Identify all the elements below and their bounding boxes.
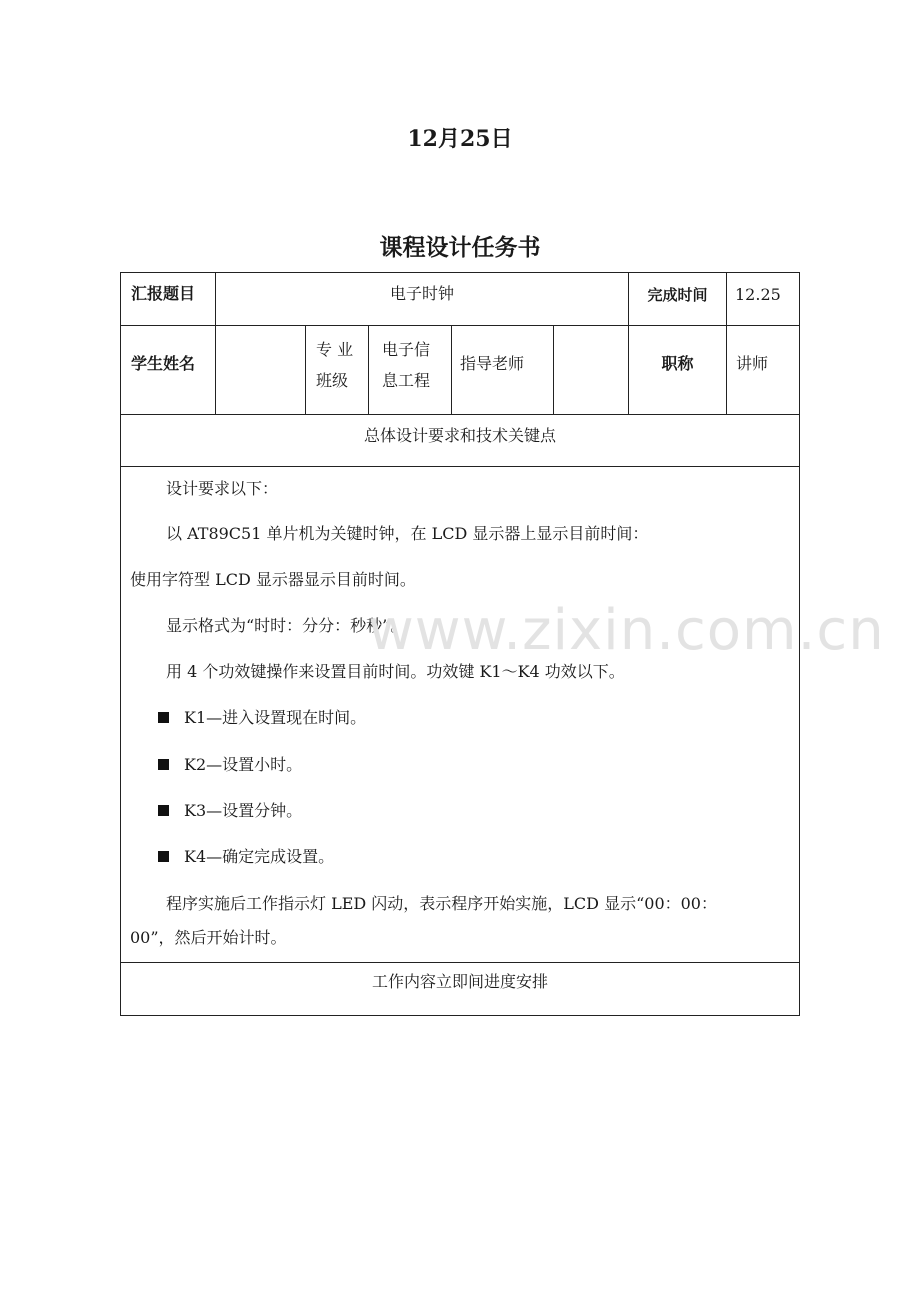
finish-time-value: 12.25 [735,285,781,304]
section-heading-schedule: 工作内容立即间进度安排 [371,972,548,991]
row-divider [120,962,800,963]
bullet-item: K2—设置小时。 [184,755,303,774]
section-heading-design: 总体设计要求和技术关键点 [363,426,556,445]
row-divider [120,325,800,326]
finish-time-label: 完成时间 [647,286,708,304]
bullet-item: K4—确定完成设置。 [184,847,335,866]
bullet-square-icon [158,851,169,862]
report-title-label: 汇报题目 [131,284,196,303]
requirements-intro: 设计要求以下： [166,479,279,498]
rank-label: 职称 [661,354,694,373]
rank-value: 讲师 [736,354,769,373]
column-divider [553,325,554,415]
requirements-line: 使用字符型 LCD 显示器显示目前时间。 [130,570,416,589]
requirements-line: 显示格式为“时时：分分：秒秒”。 [166,616,407,635]
report-title-value: 电子时钟 [389,284,454,303]
requirements-line: 用 4 个功效键操作来设置目前时间。功效键 K1～K4 功效以下。 [166,662,625,681]
row-divider [120,466,800,467]
column-divider [451,325,452,415]
student-name-label: 学生姓名 [131,354,196,373]
major-label-1: 专 业 [316,340,354,359]
column-divider [368,325,369,415]
document-date: 12月25日 [407,126,513,152]
major-label-2: 班级 [316,371,349,390]
requirements-line: 程序实施后工作指示灯 LED 闪动，表示程序开始实施，LCD 显示“00：00： [166,894,717,913]
row-divider [120,414,800,415]
column-divider [305,325,306,415]
major-value-1: 电子信 [382,340,431,359]
requirements-line: 以 AT89C51 单片机为关键时钟，在 LCD 显示器上显示目前时间： [166,524,649,543]
column-divider [726,272,727,415]
watermark: www.zixin.com.cn [368,598,885,663]
bullet-square-icon [158,805,169,816]
bullet-square-icon [158,759,169,770]
bullet-item: K3—设置分钟。 [184,801,303,820]
advisor-label: 指导老师 [460,354,525,373]
requirements-line: 00”，然后开始计时。 [130,928,287,947]
major-value-2: 息工程 [382,371,431,390]
bullet-item: K1—进入设置现在时间。 [184,708,367,727]
bullet-square-icon [158,712,169,723]
document-title: 课程设计任务书 [379,235,541,261]
